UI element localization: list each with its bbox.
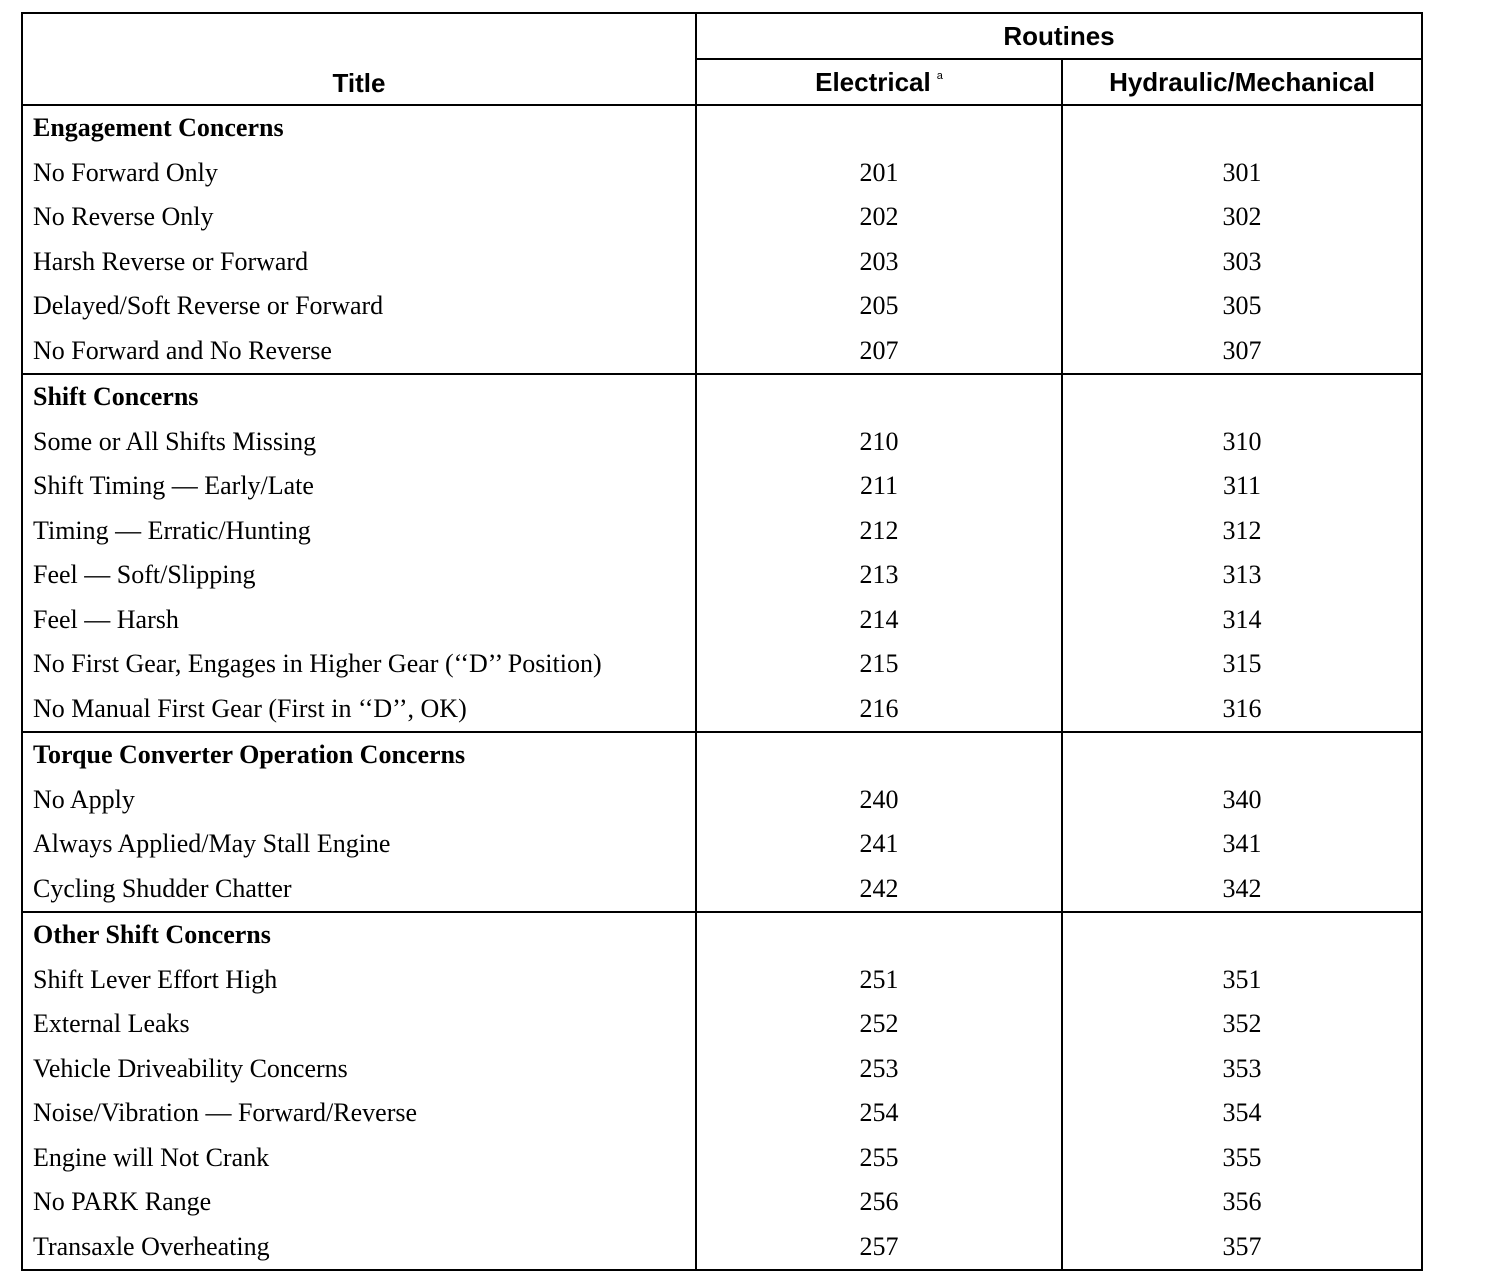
table-row xyxy=(22,1136,1422,1181)
row-title: No Manual First Gear (First in ‘‘D’’, OK) xyxy=(22,687,696,733)
row-title: Cycling Shudder Chatter xyxy=(22,867,696,913)
hydraulic-routine-number: 341 xyxy=(1062,822,1422,867)
routines-column-header: Routines xyxy=(696,13,1422,59)
table-row xyxy=(22,1225,1422,1271)
table-row xyxy=(22,1047,1422,1092)
table-row xyxy=(22,598,1422,643)
hydraulic-routine-number: 301 xyxy=(1062,151,1422,196)
electrical-routine-number: 210 xyxy=(696,420,1062,465)
table-row xyxy=(22,958,1422,1003)
hydraulic-routine-number: 354 xyxy=(1062,1091,1422,1136)
table-row xyxy=(22,642,1422,687)
electrical-routine-number: 212 xyxy=(696,509,1062,554)
table-row xyxy=(22,1180,1422,1225)
electrical-routine-number: 213 xyxy=(696,553,1062,598)
hydraulic-routine-number: 356 xyxy=(1062,1180,1422,1225)
electrical-routine-number: 203 xyxy=(696,240,1062,285)
row-title: Delayed/Soft Reverse or Forward xyxy=(22,284,696,329)
electrical-routine-number: 205 xyxy=(696,284,1062,329)
hydraulic-routine-number: 302 xyxy=(1062,195,1422,240)
electrical-routine-number: 256 xyxy=(696,1180,1062,1225)
electrical-routine-number: 251 xyxy=(696,958,1062,1003)
electrical-column-header xyxy=(696,59,1062,105)
row-title: Feel — Soft/Slipping xyxy=(22,553,696,598)
empty-cell xyxy=(696,105,1062,151)
table-row xyxy=(22,867,1422,913)
electrical-routine-number: 216 xyxy=(696,687,1062,733)
row-title: Noise/Vibration — Forward/Reverse xyxy=(22,1091,696,1136)
table-row xyxy=(22,151,1422,196)
table-row xyxy=(22,1091,1422,1136)
hydraulic-routine-number: 316 xyxy=(1062,687,1422,733)
hydraulic-routine-number: 315 xyxy=(1062,642,1422,687)
empty-cell xyxy=(1062,912,1422,958)
electrical-routine-number: 240 xyxy=(696,778,1062,823)
group-heading-row xyxy=(22,912,1422,958)
group-heading-row xyxy=(22,374,1422,420)
hydraulic-routine-number: 311 xyxy=(1062,464,1422,509)
electrical-routine-number: 254 xyxy=(696,1091,1062,1136)
group-heading: Engagement Concerns xyxy=(22,105,696,151)
table-group xyxy=(22,374,1422,732)
electrical-routine-number: 211 xyxy=(696,464,1062,509)
electrical-routine-number: 257 xyxy=(696,1225,1062,1271)
electrical-routine-number: 207 xyxy=(696,329,1062,375)
row-title: No PARK Range xyxy=(22,1180,696,1225)
hydraulic-routine-number: 342 xyxy=(1062,867,1422,913)
title-column-header: Title xyxy=(22,13,696,105)
hydraulic-routine-number: 307 xyxy=(1062,329,1422,375)
hydraulic-routine-number: 310 xyxy=(1062,420,1422,465)
empty-cell xyxy=(696,912,1062,958)
table-group xyxy=(22,732,1422,912)
electrical-routine-number: 202 xyxy=(696,195,1062,240)
row-title: No Reverse Only xyxy=(22,195,696,240)
table-row xyxy=(22,509,1422,554)
row-title: No First Gear, Engages in Higher Gear (‘‘D’’ Position) xyxy=(22,642,696,687)
electrical-routine-number: 255 xyxy=(696,1136,1062,1181)
table-row xyxy=(22,778,1422,823)
hydraulic-routine-number: 313 xyxy=(1062,553,1422,598)
table-row xyxy=(22,822,1422,867)
table-row xyxy=(22,1002,1422,1047)
table-row xyxy=(22,553,1422,598)
table-row xyxy=(22,464,1422,509)
empty-cell xyxy=(696,374,1062,420)
electrical-routine-number: 253 xyxy=(696,1047,1062,1092)
row-title: Feel — Harsh xyxy=(22,598,696,643)
hydraulic-routine-number: 312 xyxy=(1062,509,1422,554)
electrical-routine-number: 201 xyxy=(696,151,1062,196)
row-title: External Leaks xyxy=(22,1002,696,1047)
group-heading-row xyxy=(22,732,1422,778)
group-heading-row xyxy=(22,105,1422,151)
group-heading: Other Shift Concerns xyxy=(22,912,696,958)
hydraulic-routine-number: 305 xyxy=(1062,284,1422,329)
hydraulic-routine-number: 352 xyxy=(1062,1002,1422,1047)
electrical-footnote-marker: a xyxy=(936,70,943,82)
electrical-routine-number: 252 xyxy=(696,1002,1062,1047)
table-group xyxy=(22,105,1422,374)
group-heading: Torque Converter Operation Concerns xyxy=(22,732,696,778)
group-heading: Shift Concerns xyxy=(22,374,696,420)
empty-cell xyxy=(1062,732,1422,778)
table-row xyxy=(22,329,1422,375)
row-title: No Forward Only xyxy=(22,151,696,196)
row-title: Harsh Reverse or Forward xyxy=(22,240,696,285)
table-row xyxy=(22,240,1422,285)
electrical-routine-number: 241 xyxy=(696,822,1062,867)
table-row xyxy=(22,420,1422,465)
row-title: Timing — Erratic/Hunting xyxy=(22,509,696,554)
row-title: Shift Timing — Early/Late xyxy=(22,464,696,509)
hydraulic-routine-number: 355 xyxy=(1062,1136,1422,1181)
empty-cell xyxy=(696,732,1062,778)
row-title: Vehicle Driveability Concerns xyxy=(22,1047,696,1092)
electrical-routine-number: 215 xyxy=(696,642,1062,687)
row-title: Shift Lever Effort High xyxy=(22,958,696,1003)
routines-table xyxy=(21,12,1423,1271)
electrical-label: Electrical xyxy=(815,67,931,97)
table-row xyxy=(22,195,1422,240)
row-title: Transaxle Overheating xyxy=(22,1225,696,1271)
row-title: No Forward and No Reverse xyxy=(22,329,696,375)
row-title: No Apply xyxy=(22,778,696,823)
hydraulic-routine-number: 303 xyxy=(1062,240,1422,285)
electrical-routine-number: 214 xyxy=(696,598,1062,643)
table-row xyxy=(22,687,1422,733)
hydraulic-routine-number: 353 xyxy=(1062,1047,1422,1092)
electrical-routine-number: 242 xyxy=(696,867,1062,913)
row-title: Engine will Not Crank xyxy=(22,1136,696,1181)
hydraulic-column-header: Hydraulic/Mechanical xyxy=(1062,59,1422,105)
row-title: Some or All Shifts Missing xyxy=(22,420,696,465)
table-group xyxy=(22,912,1422,1270)
empty-cell xyxy=(1062,105,1422,151)
hydraulic-routine-number: 340 xyxy=(1062,778,1422,823)
empty-cell xyxy=(1062,374,1422,420)
hydraulic-routine-number: 357 xyxy=(1062,1225,1422,1271)
table-row xyxy=(22,284,1422,329)
hydraulic-routine-number: 314 xyxy=(1062,598,1422,643)
hydraulic-routine-number: 351 xyxy=(1062,958,1422,1003)
table-header xyxy=(22,13,1422,105)
header-row-top xyxy=(22,13,1422,59)
row-title: Always Applied/May Stall Engine xyxy=(22,822,696,867)
